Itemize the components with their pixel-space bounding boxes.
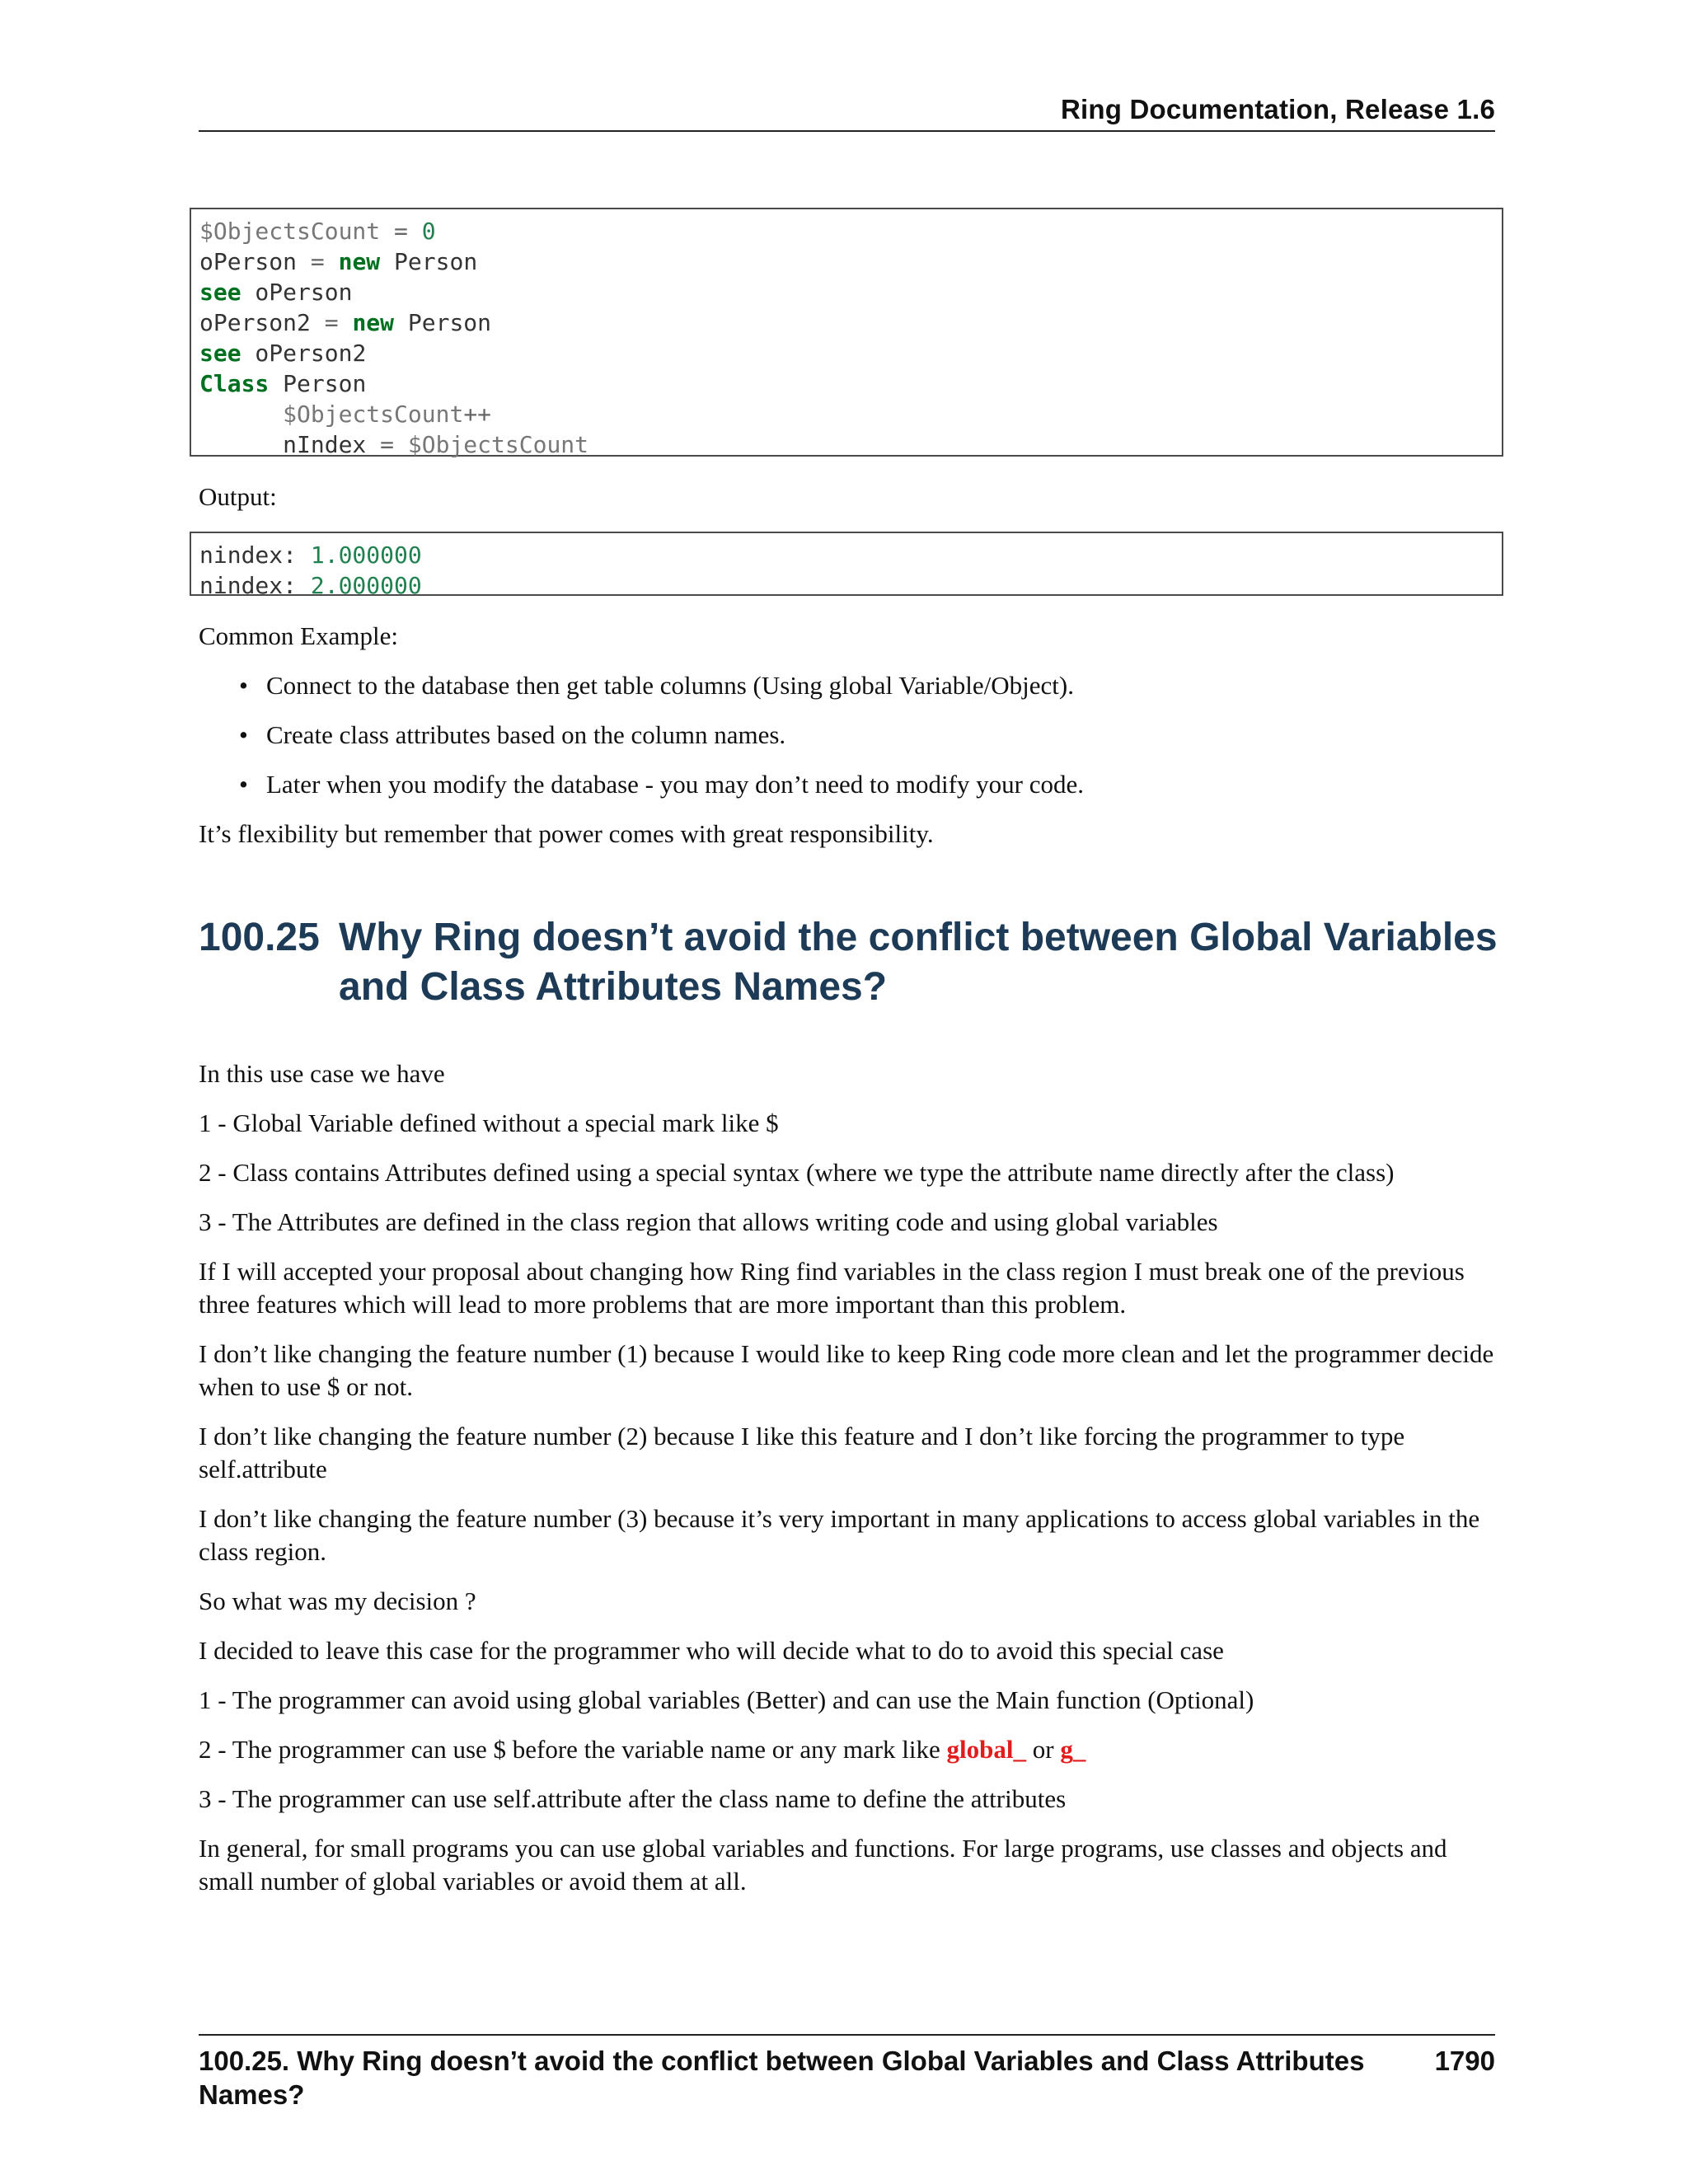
page-footer <box>199 2034 1495 2110</box>
output-block <box>190 532 1503 599</box>
paragraph-item-3: 3 - The Attributes are defined in the class region that allows writing code and using global variables <box>199 1207 1218 1236</box>
code-line: see oPerson <box>199 279 353 306</box>
code-line: nindex: 2.000000 <box>199 572 422 599</box>
paragraph-intro: In this use case we have <box>199 1059 445 1088</box>
code-line: $ObjectsCount = 0 <box>199 218 436 245</box>
list-item: • Create class attributes based on the column names. <box>239 720 786 749</box>
common-example-label: Common Example: <box>199 621 398 650</box>
code-line: $ObjectsCount++ <box>283 401 492 428</box>
paragraph-item-1: 1 - Global Variable defined without a special mark like $ <box>199 1108 779 1137</box>
output-label: Output: <box>199 482 277 511</box>
highlight-g-prefix: g_ <box>1060 1735 1086 1764</box>
paragraph-option-2: 2 - The programmer can use $ before the variable name or any mark like global_ or g_ <box>199 1735 1086 1764</box>
code-line: nIndex = $ObjectsCount <box>199 431 589 458</box>
header-title: Ring Documentation, Release 1.6 <box>1061 94 1495 124</box>
section-title: Why Ring doesn’t avoid the conflict between Global Variables and Class Attributes Names? <box>339 916 1498 1009</box>
code-line: oPerson = new Person <box>199 248 478 275</box>
paragraph-option-3: 3 - The programmer can use self.attribute after the class name to define the attributes <box>199 1784 1067 1813</box>
paragraph-item-2: 2 - Class contains Attributes defined using a special syntax (where we type the attribute name directly after the class) <box>199 1158 1395 1187</box>
paragraph-general: In general, for small programs you can use global variables and functions. For large programs, use classes and objects and small number of global variables or avoid them at all. <box>199 1834 1447 1896</box>
highlight-global-prefix: global_ <box>946 1735 1026 1764</box>
section-number: 100.25 <box>199 916 320 959</box>
page-number: 1790 <box>1434 2046 1495 2076</box>
paragraph-feature-1: I don’t like changing the feature number (1) because I would like to keep Ring code more clean and let the programmer decide when to use $ or not. <box>199 1339 1494 1401</box>
code-line: see oPerson2 <box>199 340 367 367</box>
paragraph-decision-question: So what was my decision ? <box>199 1586 476 1615</box>
footer-section-title: 100.25. Why Ring doesn’t avoid the conflict between Global Variables and Class Attributes Names? <box>199 2046 1365 2110</box>
paragraph-option-1: 1 - The programmer can avoid using global variables (Better) and can use the Main function (Optional) <box>199 1685 1254 1714</box>
bullet-list <box>239 669 1475 818</box>
list-item: • Later when you modify the database - you may don’t need to modify your code. <box>239 770 1085 799</box>
paragraph-feature-2: I don’t like changing the feature number (2) because I like this feature and I don’t like forcing the programmer to type self.attribute <box>199 1422 1405 1483</box>
code-block <box>190 208 1503 457</box>
paragraph-proposal: If I will accepted your proposal about changing how Ring find variables in the class region I must break one of the previous three features which will lead to more problems that are more important than this problem. <box>199 1257 1465 1319</box>
flexibility-note: It’s flexibility but remember that power comes with great responsibility. <box>199 819 934 848</box>
running-header <box>199 92 1495 132</box>
code-line: Class Person <box>199 370 367 397</box>
code-line: nindex: 1.000000 <box>199 541 422 569</box>
paragraph-decision: I decided to leave this case for the programmer who will decide what to do to avoid this special case <box>199 1636 1224 1665</box>
code-line: oPerson2 = new Person <box>199 309 492 336</box>
paragraph-feature-3: I don’t like changing the feature number (3) because it’s very important in many applications to access global variables in the class region. <box>199 1504 1480 1566</box>
list-item: • Connect to the database then get table columns (Using global Variable/Object). <box>239 671 1074 700</box>
